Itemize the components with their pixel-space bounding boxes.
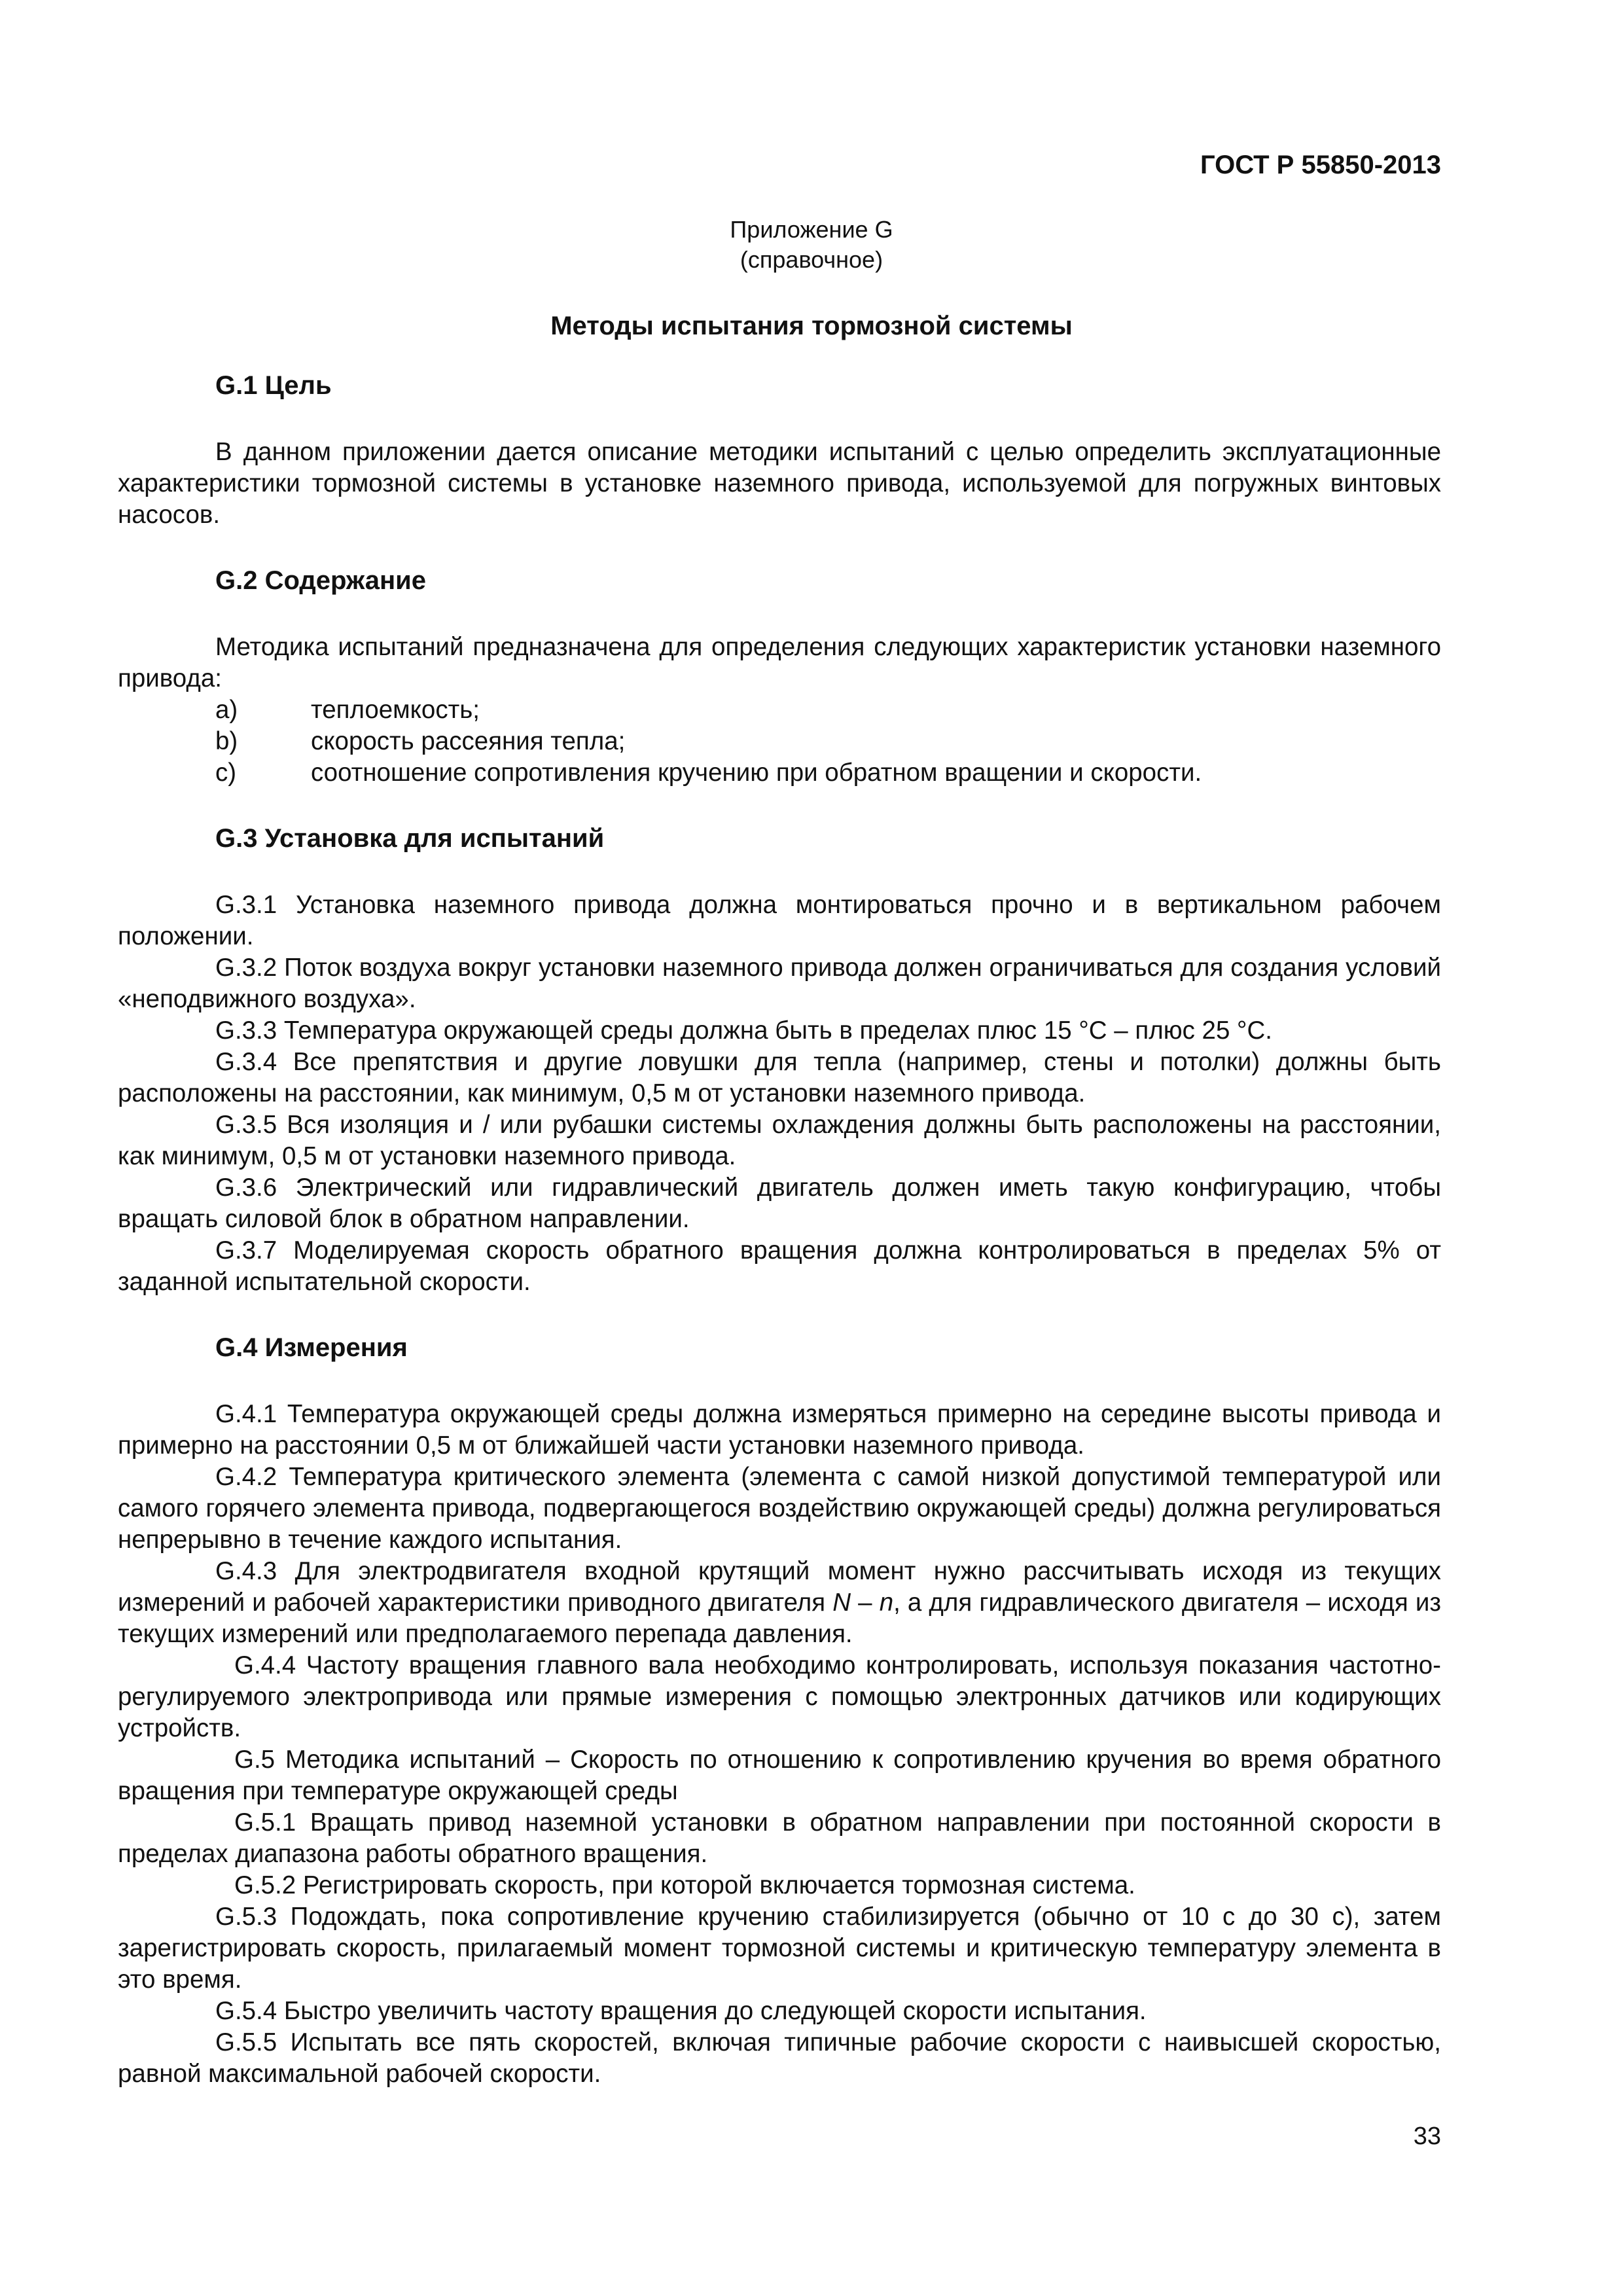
paragraph-g5-4: G.5.4 Быстро увеличить частоту вращения до следующей скорости испытания. — [215, 1997, 1147, 2025]
section-heading-g4: G.4 Измерения — [215, 1333, 408, 1362]
paragraph-g1: В данном приложении дается описание методики испытаний с целью определить эксплуатационные характеристики тормозной системы в установке наземного привода, используемой для погружных винтовых насосов. — [118, 438, 1441, 529]
list-item — [118, 726, 1441, 757]
paragraph-g5-3: G.5.3 Подождать, пока сопротивление кручению стабилизируется (обычно от 10 с до 30 с), затем зарегистрировать скорость, прилагаемый момент тормозной системы и критическую температуру элемента в это время. — [118, 1903, 1441, 1994]
paragraph-g3-4: G.3.4 Все препятствия и другие ловушки для тепла (например, стены и потолки) должны быть расположены на расстоянии, как минимум, 0,5 м от установки наземного привода. — [118, 1048, 1441, 1107]
section-heading-g1: G.1 Цель — [215, 371, 332, 400]
list-item — [118, 757, 1441, 789]
list-marker: c) — [215, 759, 237, 787]
paragraph-g5-1: G.5.1 Вращать привод наземной установки в обратном направлении при постоянной скорости в пределах диапазона работы обратного вращения. — [118, 1808, 1441, 1868]
annex-title: Приложение G — [730, 216, 893, 243]
paragraph-g3-5: G.3.5 Вся изоляция и / или рубашки системы охлаждения должны быть расположены на расстоянии, как минимум, 0,5 м от установки наземного привода. — [118, 1111, 1441, 1170]
list-text: скорость рассеяния тепла; — [311, 727, 626, 755]
paragraph-g3-7: G.3.7 Моделируемая скорость обратного вращения должна контролироваться в пределах 5% от заданной испытательной скорости. — [118, 1236, 1441, 1296]
paragraph-g5: G.5 Методика испытаний – Скорость по отношению к сопротивлению кручения во время обратного вращения при температуре окружающей среды — [118, 1746, 1441, 1805]
list-item — [118, 694, 1441, 726]
paragraph-g3-2: G.3.2 Поток воздуха вокруг установки наземного привода должен ограничиваться для создания условий «неподвижного воздуха». — [118, 954, 1441, 1013]
document-body — [118, 370, 1441, 2090]
paragraph-g4-2: G.4.2 Температура критического элемента (элемента с самой низкой допустимой температурой или самого горячего элемента привода, подвергающегося воздействию окружающей среды) должна регулироваться непрерывно в течение каждого испытания. — [118, 1463, 1441, 1554]
list-marker: a) — [215, 696, 238, 724]
document-code: ГОСТ Р 55850-2013 — [1200, 151, 1441, 179]
list-marker: b) — [215, 727, 238, 755]
section-heading-g2: G.2 Содержание — [215, 566, 427, 595]
document-title: Методы испытания тормозной системы — [550, 312, 1073, 340]
paragraph-g3-6: G.3.6 Электрический или гидравлический двигатель должен иметь такую конфигурацию, чтобы вращать силовой блок в обратном направлении. — [118, 1174, 1441, 1233]
paragraph-g2: Методика испытаний предназначена для определения следующих характеристик установки наземного привода: — [118, 633, 1441, 692]
paragraph-g3-3: G.3.3 Температура окружающей среды должна быть в пределах плюс 15 °C – плюс 25 °C. — [215, 1016, 1272, 1045]
paragraph-g4-4: G.4.4 Частоту вращения главного вала необходимо контролировать, используя показания частотно-регулируемого электропривода или прямые измерения с помощью электронных датчиков или кодирующих устройств. — [118, 1651, 1441, 1742]
paragraph-g3-1: G.3.1 Установка наземного привода должна монтироваться прочно и в вертикальном рабочем положении. — [118, 891, 1441, 950]
annex-status: (справочное) — [740, 246, 883, 273]
section-heading-g3: G.3 Установка для испытаний — [215, 824, 605, 853]
list-text: соотношение сопротивления кручению при обратном вращении и скорости. — [311, 759, 1202, 787]
page-number: 33 — [1413, 2123, 1441, 2150]
paragraph-g5-5: G.5.5 Испытать все пять скоростей, включая типичные рабочие скорости с наивысшей скоростью, равной максимальной рабочей скорости. — [118, 2028, 1441, 2088]
paragraph-g5-2: G.5.2 Регистрировать скорость, при которой включается тормозная система. — [234, 1871, 1135, 1899]
paragraph-g4-1: G.4.1 Температура окружающей среды должна измеряться примерно на середине высоты привода и примерно на расстоянии 0,5 м от ближайшей части установки наземного привода. — [118, 1400, 1441, 1460]
paragraph-g4-3: G.4.3 Для электродвигателя входной крутящий момент нужно рассчитывать исходя из текущих измерений и рабочей характеристики приводного двигателя N – n, а для гидравлического двигателя – исходя из текущих измерений или предполагаемого перепада давления. — [118, 1557, 1441, 1648]
list-text: теплоемкость; — [311, 696, 480, 724]
annex-label — [0, 215, 1623, 275]
